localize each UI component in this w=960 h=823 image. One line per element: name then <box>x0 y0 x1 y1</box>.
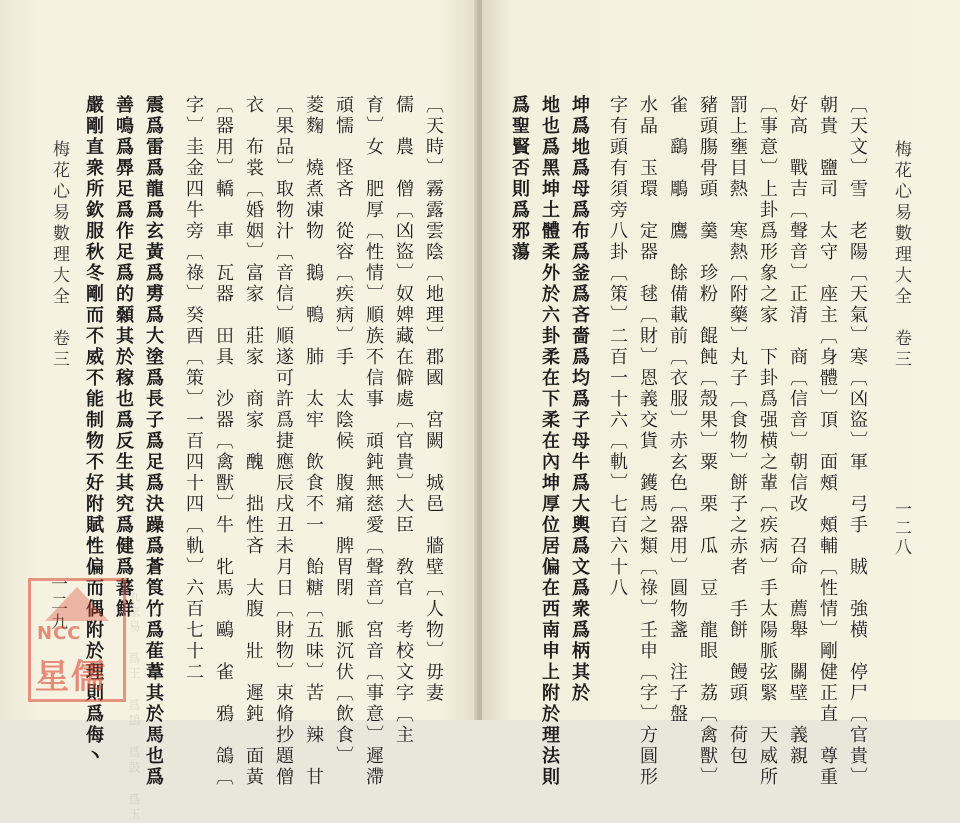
left-column-7: 衣 布裳〔婚姻〕富家 莊家 商家 醜 拙性吝 大腹 壯 遲鈍 面黃 <box>243 95 264 788</box>
left-column-5: 菱麴 燒煮凍物 鵝 鴨 肺 太牢 飲食不一 飴糖〔五味〕苦 辣 甘 <box>303 95 324 788</box>
right-column-10: 坤爲地爲母爲布爲釜爲吝嗇爲均爲子母牛爲大輿爲文爲衆爲柄其於 <box>569 95 590 704</box>
right-column-7: 雀 鷂 鵰 鷹 餘備載前〔衣服〕赤玄色〔器用〕圓物盞 注子盤 <box>667 95 688 725</box>
right-column-1: 〔天文〕雪 老陽〔天氣〕寒〔凶盜〕軍 弓手 賊 強横 停尸〔官貴〕 <box>847 95 868 788</box>
right-column-6: 豬頭膓骨頭 羹 珍粉 餛飩〔殼果〕粟 栗 瓜 豆 龍眼 荔〔禽獸〕 <box>697 95 718 788</box>
right-column-5: 罰上壅目熱 寒熱〔附藥〕丸子〔食物〕餅子之赤者 手餅 饅頭 荷包 <box>727 95 748 767</box>
right-page-number: 一二八 <box>891 500 911 557</box>
stamp-triangle-icon <box>45 587 109 621</box>
left-page <box>0 0 478 823</box>
left-column-9: 字〕圭金四牛旁〔祿〕癸酉〔策〕一百四十四〔軌〕六百七十二 <box>183 95 204 683</box>
right-column-9: 字有頭有須旁八卦〔策〕二百一十六〔軌〕七百六十八 <box>607 95 628 599</box>
stamp-text-latin: NCC <box>37 623 82 644</box>
right-column-2: 朝貴 鹽司 太守 座主〔身體〕頂 面頰 頰輔〔性情〕剛健正直 尊重 <box>817 95 838 788</box>
left-column-11: 善鳴爲馵足爲作足爲的顙其於稼也爲反生其究爲健爲蕃鮮 <box>113 95 134 620</box>
left-column-2: 儒 農 僧〔凶盜〕奴婢藏在僻處〔官貴〕大臣 敎官 考校文字〔主 <box>393 95 414 746</box>
left-column-12: 嚴剛直衆所欽服秋冬剛而不威不能制物不好附賦性偏而偶附於理則爲侮丶 <box>83 95 104 767</box>
left-column-4: 頑懦 怪吝 從容〔疾病〕手 太陰候 腹痛 脾胃閉 脈沉伏〔飲食〕 <box>333 95 354 767</box>
right-column-8: 水晶 玉環 定器 毬〔財〕恩義交貨 鑊馬之類〔祿〕壬申〔字〕方圓形 <box>637 95 658 788</box>
left-column-6: 〔果品〕取物汁〔音信〕順遂可許爲捷應辰戌丑未月日〔財物〕束脩抄題僧 <box>273 95 294 788</box>
right-column-12: 爲聖賢否則爲邪蕩 <box>509 95 530 263</box>
left-column-8: 〔器用〕轎 車 瓦器 田具 沙器〔禽獸〕牛 牝馬 鷗 雀 鴉 鴿〔 <box>213 95 234 788</box>
stamp-text-chinese: 星儒 <box>35 657 107 697</box>
right-column-4: 〔事意〕上卦爲形象之家 下卦爲强横之輩〔疾病〕手太陽脈弦緊 天威所 <box>757 95 778 788</box>
right-page-header: 梅花心易數理大全 卷三 <box>891 140 911 371</box>
watermark-stamp <box>28 578 126 702</box>
left-column-3: 育〕女 肥厚〔性情〕順族不信事 頑鈍無慈愛〔聲音〕宮音〔事意〕遲滯 <box>363 95 384 788</box>
left-page-number: 一二九 <box>47 575 67 632</box>
left-column-10: 震爲雷爲龍爲玄黃爲旉爲大塗爲長子爲足爲決躁爲蒼筤竹爲萑葦其於馬也爲 <box>143 95 164 788</box>
left-column-1: 〔天時〕霧露雲陰〔地理〕郡國 宮闕 城邑 牆壁〔人物〕毋妻 <box>423 95 444 704</box>
small-note: 九家易 爲王 爲鵠 爲鼓 爲玉 <box>127 590 141 823</box>
right-column-3: 好高 戰吉〔聲音〕正清 商〔信音〕朝信改 召命 薦舉 關壁 義親 <box>787 95 808 767</box>
right-column-11: 地也爲黑坤土體柔外於六卦柔在下柔在內坤厚位居偏在西南申上附於理法則 <box>539 95 560 788</box>
left-page-header: 梅花心易數理大全 卷三 <box>49 140 69 371</box>
right-page <box>482 0 960 788</box>
